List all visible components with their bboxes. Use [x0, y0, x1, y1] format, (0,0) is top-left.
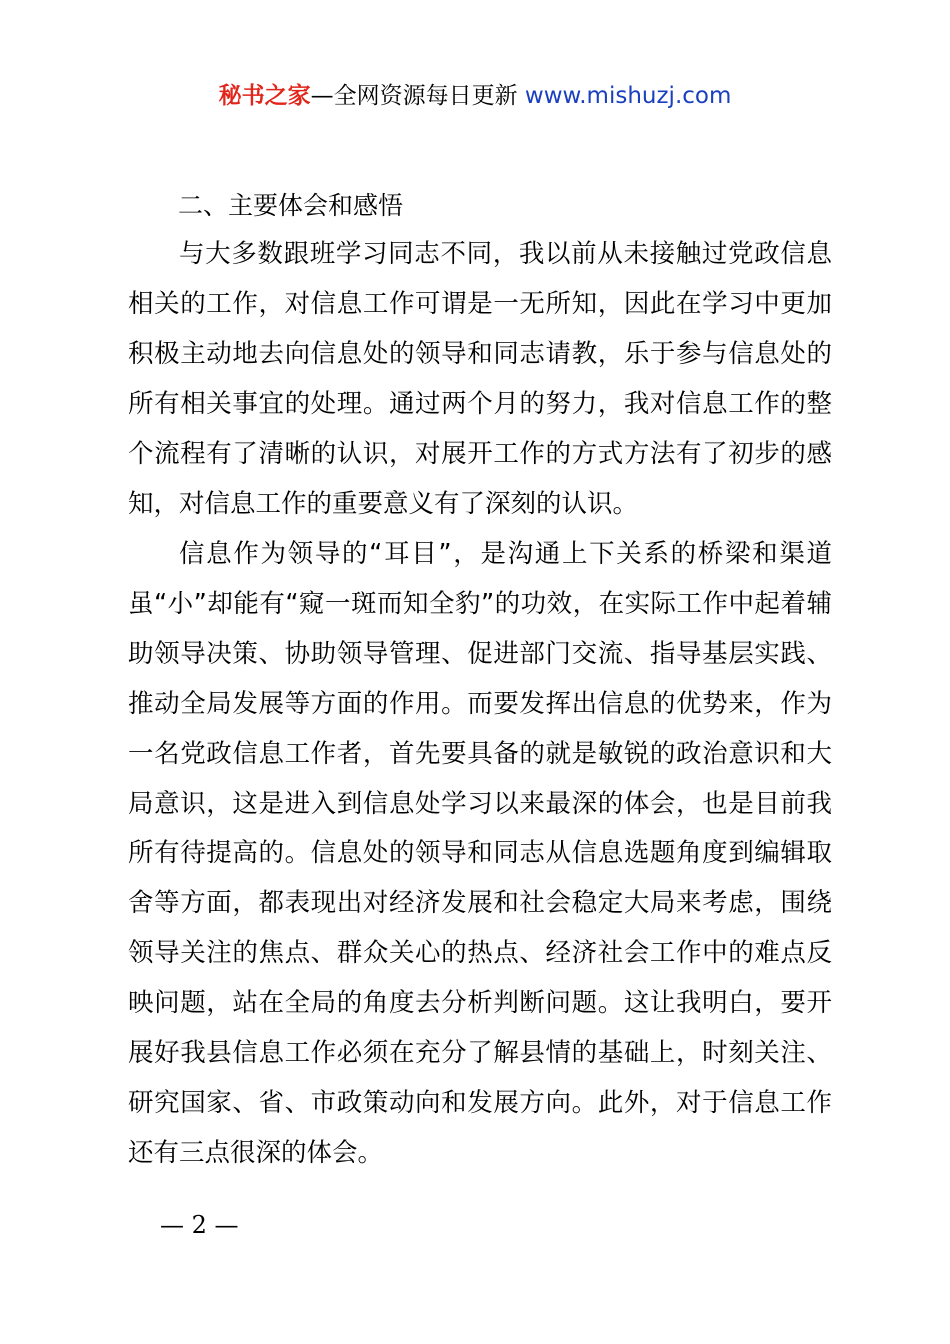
site-url-link[interactable]: www.mishuzj.com: [524, 83, 732, 109]
site-slogan: —全网资源每日更新: [310, 83, 518, 109]
body-paragraph-1: 与大多数跟班学习同志不同，我以前从未接触过党政信息相关的工作，对信息工作可谓是一无所知，因此在学习中更加积极主动地去向信息处的领导和同志请教，乐于参与信息处的所有相关事宜的处理。通过两个月的努力，我对信息工作的整个流程有了清晰的认识，对展开工作的方式方法有了初步的感知，对信息工作的重要意义有了深刻的认识。: [128, 239, 832, 519]
site-brand: 秘书之家: [218, 83, 311, 109]
section-heading: 二、主要体会和感悟: [178, 191, 404, 220]
site-header: [0, 80, 950, 112]
page-number: — 2 —: [160, 1211, 239, 1239]
body-paragraph-2: 信息作为领导的“耳目”，是沟通上下关系的桥梁和渠道虽“小”却能有“窥一斑而知全豹”的功效，在实际工作中起着辅助领导决策、协助领导管理、促进部门交流、指导基层实践、推动全局发展等方面的作用。而要发挥出信息的优势来，作为一名党政信息工作者，首先要具备的就是敏锐的政治意识和大局意识，这是进入到信息处学习以来最深的体会，也是目前我所有待提高的。信息处的领导和同志从信息选题角度到编辑取舍等方面，都表现出对经济发展和社会稳定大局来考虑，围绕领导关注的焦点、群众关心的热点、经济社会工作中的难点反映问题，站在全局的角度去分析判断问题。这让我明白，要开展好我县信息工作必须在充分了解县情的基础上，时刻关注、研究国家、省、市政策动向和发展方向。此外，对于信息工作还有三点很深的体会。: [128, 539, 832, 1168]
